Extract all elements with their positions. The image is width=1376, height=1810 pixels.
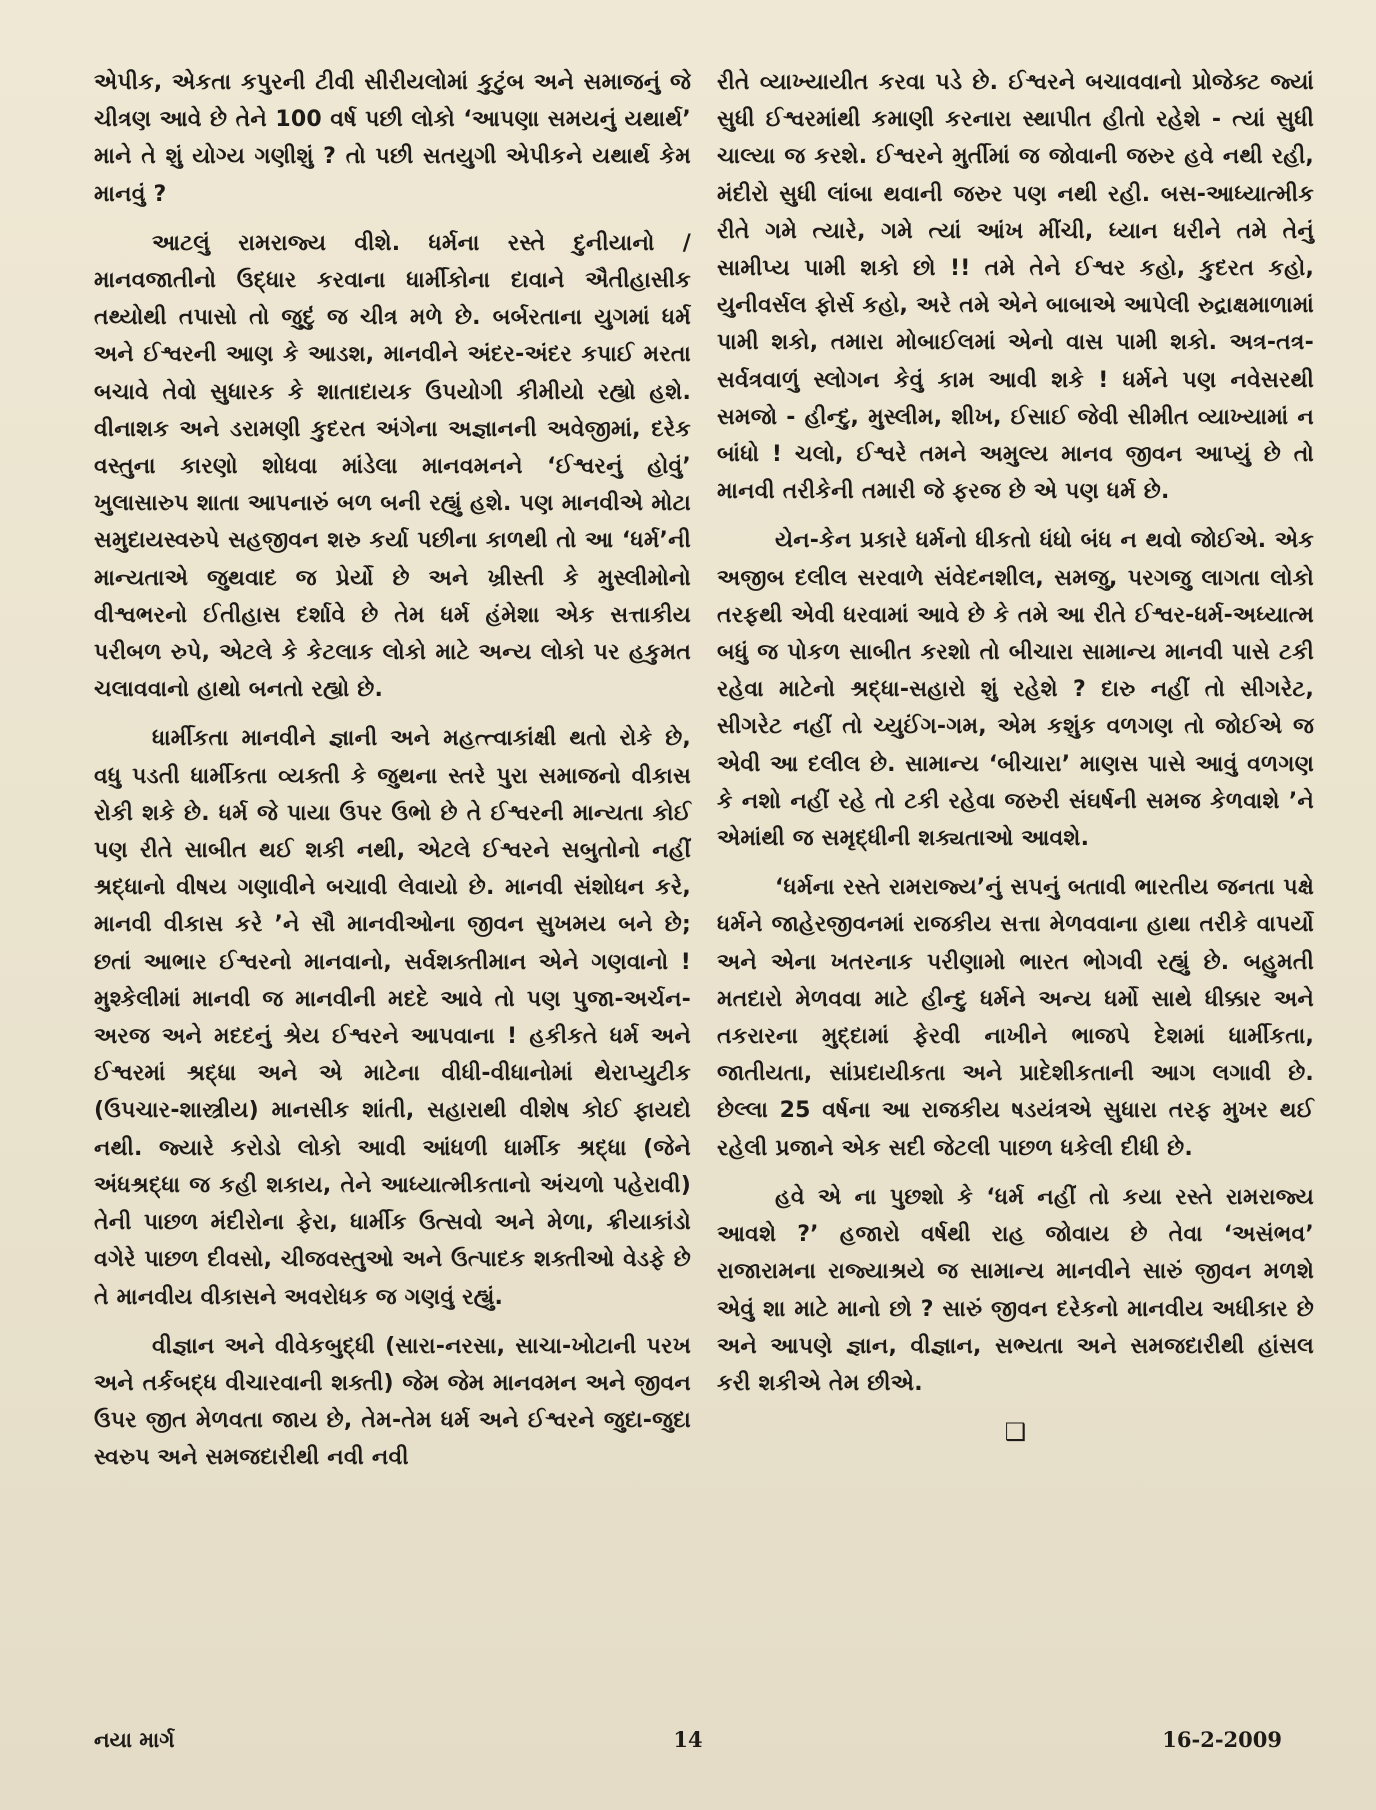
publication-name: નયા માર્ગ <box>94 1727 175 1752</box>
issue-date: 16-2-2009 <box>1162 1727 1282 1752</box>
paragraph: રીતે વ્યાખ્યાયીત કરવા પડે છે. ઈશ્વરને બચાવવાનો પ્રોજેક્ટ જ્યાં સુધી ઈશ્વરમાંથી કમાણી કરનારા સ્થાપીત હીતો રહેશે - ત્યાં સુધી ચાલ્યા જ કરશે. ઈશ્વરને મુર્તીમાં જ જોવાની જરુર હવે નથી રહી, મંદીરો સુધી લાંબા થવાની જરુર પણ નથી રહી. બસ-આધ્યાત્મીક રીતે ગમે ત્યારે, ગમે ત્યાં આંખ મીંચી, ધ્યાન ધરીને તમે તેનું સામીપ્ય પામી શકો છો !! તમે તેને ઈશ્વર કહો, કુદરત કહો, યુનીવર્સલ ફોર્સ કહો, અરે તમે એને બાબાએ આપેલી રુદ્રાક્ષમાળામાં પામી શકો, તમારા મોબાઈલમાં એનો વાસ પામી શકો. અત્ર-તત્ર-સર્વત્રવાળું સ્લોગન કેવું કામ આવી શકે ! ધર્મને પણ નવેસરથી સમજો - હીન્દુ, મુસ્લીમ, શીખ, ઈસાઈ જેવી સીમીત વ્યાખ્યામાં ન બાંધો ! ચલો, ઈશ્વરે તમને અમુલ્ય માનવ જીવન આપ્યું છે તો માનવી તરીકેની તમારી જે ફરજ છે એ પણ ધર્મ છે. <box>717 70 1314 505</box>
paragraph: આટલું રામરાજ્ય વીશે. ધર્મના રસ્તે દુનીયાનો / માનવજાતીનો ઉદ્ધાર કરવાના ધાર્મીકોના દાવાને ઐતીહાસીક તથ્યોથી તપાસો તો જુદું જ ચીત્ર મળે છે. બર્બરતાના યુગમાં ધર્મ અને ઈશ્વરની આણ કે આડશ, માનવીને અંદર-અંદર કપાઈ મરતા બચાવે તેવો સુધારક કે શાતાદાયક ઉપયોગી કીમીયો રહ્યો હશે. વીનાશક અને ડરામણી કુદરત અંગેના અજ્ઞાનની અવેજીમાં, દરેક વસ્તુના કારણો શોધવા માંડેલા માનવમનને ‘ઈશ્વરનું હોવું’ ખુલાસારુપ શાતા આપનારું બળ બની રહ્યું હશે. પણ માનવીએ મોટા સમુદાયસ્વરુપે સહજીવન શરુ કર્યા પછીના કાળથી તો આ ‘ધર્મ’ની માન્યતાએ જુથવાદ જ પ્રેર્યો છે અને ખ્રીસ્તી કે મુસ્લીમોનો વીશ્વભરનો ઈતીહાસ દર્શાવે છે તેમ ધર્મ હંમેશા એક સત્તાકીય પરીબળ રુપે, એટલે કે કેટલાક લોકો માટે અન્ય લોકો પર હકુમત ચલાવવાનો હાથો બનતો રહ્યો છે. <box>94 230 691 703</box>
article-body <box>94 64 1314 1684</box>
right-column <box>717 64 1314 1684</box>
page-number: 14 <box>673 1727 703 1752</box>
page-footer <box>94 1727 1282 1757</box>
paragraph: એપીક, એકતા કપુરની ટીવી સીરીયલોમાં કુટુંબ અને સમાજનું જે ચીત્રણ આવે છે તેને 100 વર્ષ પછી લોકો ‘આપણા સમયનું યથાર્થ’ માને તે શું યોગ્ય ગણીશું ? તો પછી સતયુગી એપીકને યથાર્થ કેમ માનવું ? <box>94 70 691 207</box>
left-column <box>94 64 691 1684</box>
paragraph: યેન-કેન પ્રકારે ધર્મનો ધીકતો ધંધો બંધ ન થવો જોઈએ. એક અજીબ દલીલ સરવાળે સંવેદનશીલ, સમજુ, પરગજુ લાગતા લોકો તરફથી એવી ધરવામાં આવે છે કે તમે આ રીતે ઈશ્વર-ધર્મ-અધ્યાત્મ બધું જ પોકળ સાબીત કરશો તો બીચારા સામાન્ય માનવી પાસે ટકી રહેવા માટેનો શ્રદ્ધા-સહારો શું રહેશે ? દારુ નહીં તો સીગરેટ, સીગરેટ નહીં તો ચ્યુઈંગ-ગમ, એમ કશુંક વળગણ તો જોઈએ જ એવી આ દલીલ છે. સામાન્ય ‘બીચારા’ માણસ પાસે આવું વળગણ કે નશો નહીં રહે તો ટકી રહેવા જરુરી સંઘર્ષની સમજ કેળવાશે ’ને એમાંથી જ સમૃદ્ધીની શક્યતાઓ આવશે. <box>717 528 1314 852</box>
end-of-article-icon: ❑ <box>1004 1418 1027 1447</box>
paragraph: વીજ્ઞાન અને વીવેકબુદ્ધી (સારા-નરસા, સાચા-ખોટાની પરખ અને તર્કબદ્ધ વીચારવાની શક્તી) જેમ જેમ માનવમન અને જીવન ઉપર જીત મેળવતા જાય છે, તેમ-તેમ ધર્મ અને ઈશ્વરને જુદા-જુદા સ્વરુપ અને સમજદારીથી નવી નવી <box>94 1333 691 1471</box>
paragraph: હવે એ ના પુછશો કે ‘ધર્મ નહીં તો કયા રસ્તે રામરાજ્ય આવશે ?’ હજારો વર્ષથી રાહ જોવાય છે તેવા ‘અસંભવ’ રાજારામના રાજ્યાશ્રયે જ સામાન્ય માનવીને સારું જીવન મળશે એવું શા માટે માનો છો ? સારું જીવન દરેકનો માનવીય અધીકાર છે અને આપણે જ્ઞાન, વીજ્ઞાન, સભ્યતા અને સમજદારીથી હાંસલ કરી શકીએ તેમ છીએ. <box>717 1184 1314 1396</box>
paragraph: ધાર્મીકતા માનવીને જ્ઞાની અને મહત્ત્વાકાંક્ષી થતો રોકે છે, વધુ પડતી ધાર્મીકતા વ્યક્તી કે જુથના સ્તરે પુરા સમાજનો વીકાસ રોકી શકે છે. ધર્મ જે પાયા ઉપર ઉભો છે તે ઈશ્વરની માન્યતા કોઈ પણ રીતે સાબીત થઈ શકી નથી, એટલે ઈશ્વરને સબુતોનો નહીં શ્રદ્ધાનો વીષય ગણાવીને બચાવી લેવાયો છે. માનવી સંશોધન કરે, માનવી વીકાસ કરે ’ને સૌ માનવીઓના જીવન સુખમય બને છે; છતાં આભાર ઈશ્વરનો માનવાનો, સર્વશક્તીમાન એને ગણવાનો ! મુશ્કેલીમાં માનવી જ માનવીની મદદે આવે તો પણ પુજા-અર્ચન-અરજ અને મદદનું શ્રેય ઈશ્વરને આપવાના ! હકીકતે ધર્મ અને ઈશ્વરમાં શ્રદ્ધા અને એ માટેના વીધી-વીધાનોમાં થેરાપ્યુટીક (ઉપચાર-શાસ્ત્રીય) માનસીક શાંતી, સહારાથી વીશેષ કોઈ ફાયદો નથી. જ્યારે કરોડો લોકો આવી આંધળી ધાર્મીક શ્રદ્ધા (જેને અંધશ્રદ્ધા જ કહી શકાય, તેને આધ્યાત્મીકતાનો અંચળો પહેરાવી) તેની પાછળ મંદીરોના ફેરા, ધાર્મીક ઉત્સવો અને મેળા, ક્રીયાકાંડો વગેરે પાછળ દીવસો, ચીજવસ્તુઓ અને ઉત્પાદક શક્તીઓ વેડફે છે તે માનવીય વીકાસને અવરોધક જ ગણવું રહ્યું. <box>94 726 691 1310</box>
paragraph: ‘ધર્મના રસ્તે રામરાજ્ય’નું સપનું બતાવી ભારતીય જનતા પક્ષે ધર્મને જાહેરજીવનમાં રાજકીય સત્તા મેળવવાના હાથા તરીકે વાપર્યો અને એના ખતરનાક પરીણામો ભારત ભોગવી રહ્યું છે. બહુમતી મતદારો મેળવવા માટે હીન્દુ ધર્મને અન્ય ધર્મો સાથે ધીક્કાર અને તકરારના મુદ્દામાં ફેરવી નાખીને ભાજપે દેશમાં ધાર્મીકતા, જાતીયતા, સાંપ્રદાયીકતા અને પ્રાદેશીકતાની આગ લગાવી છે. છેલ્લા 25 વર્ષના આ રાજકીય ષડયંત્રએ સુધારા તરફ મુખર થઈ રહેલી પ્રજાને એક સદી જેટલી પાછળ ધકેલી દીધી છે. <box>717 875 1314 1161</box>
